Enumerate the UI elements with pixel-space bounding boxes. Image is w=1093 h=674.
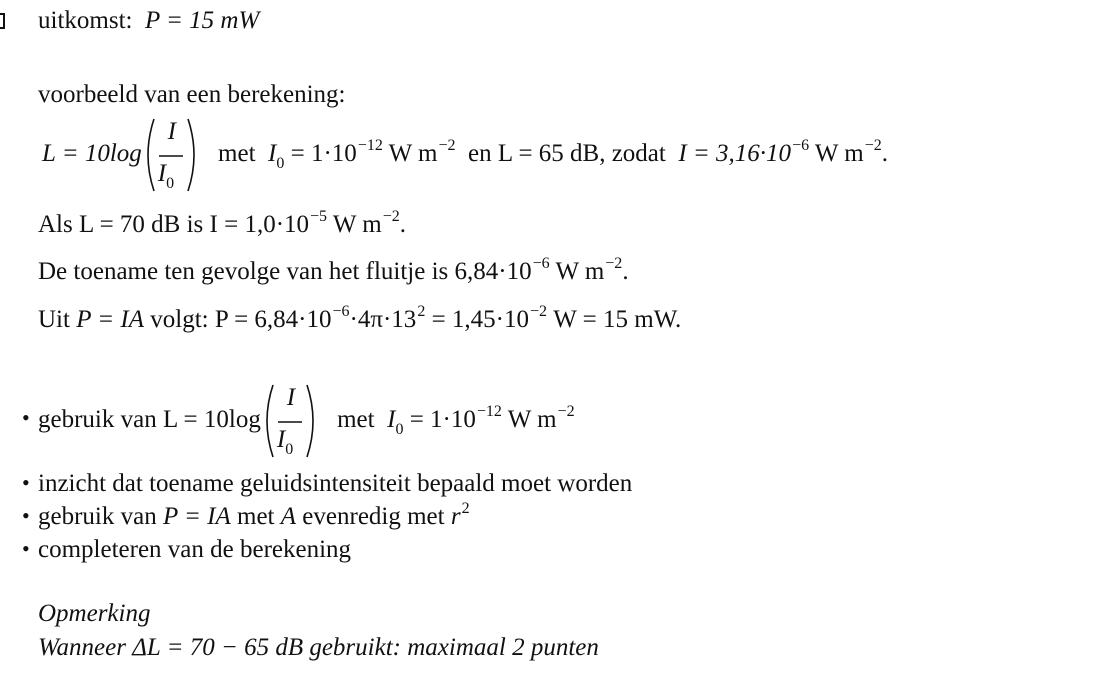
bullet-2: • bbox=[22, 470, 30, 495]
line4-a: Uit bbox=[38, 306, 77, 333]
line2-exp: −5 bbox=[310, 208, 328, 225]
item3-b: P = IA bbox=[162, 503, 231, 530]
line2-unit: W m bbox=[327, 211, 382, 238]
formula-fraction bbox=[142, 115, 200, 195]
formula-i0-unit: W m bbox=[382, 140, 438, 167]
item1-fraction-numerator: I bbox=[286, 384, 296, 412]
criteria-item-1 bbox=[38, 380, 575, 460]
line4-b: P = IA bbox=[76, 306, 144, 333]
example-line-2 bbox=[38, 210, 406, 243]
item3-d: A bbox=[280, 503, 297, 530]
checkbox-square bbox=[0, 13, 5, 29]
item1-unit: W m bbox=[501, 406, 557, 433]
remark-text: Wanneer ΔL = 70 − 65 dB gebruikt: maximaal 2 punten bbox=[38, 634, 599, 661]
formula-i0-exp: −12 bbox=[357, 137, 383, 154]
formula-rest: en L = 65 dB, zodat bbox=[468, 140, 666, 167]
bullet-1: • bbox=[22, 405, 30, 430]
formula-met: met bbox=[218, 140, 256, 167]
item1-met: met bbox=[337, 406, 375, 433]
formula-i0-value: = 1·10 bbox=[284, 140, 357, 167]
line3-unit-exp: −2 bbox=[605, 255, 623, 272]
line3-unit: W m bbox=[549, 258, 605, 285]
formula-i-exp: −6 bbox=[792, 137, 810, 154]
criteria-item-3 bbox=[38, 502, 470, 535]
line4-e: = 1,45·10 bbox=[425, 306, 529, 333]
item1-fraction-denominator bbox=[277, 425, 293, 458]
item3-f-exp: 2 bbox=[461, 500, 470, 517]
line4-f: W = 15 mW. bbox=[547, 306, 682, 333]
fraction-den-sub: 0 bbox=[166, 175, 175, 193]
item3-e: evenredig met bbox=[296, 503, 451, 530]
answer-prefix: uitkomst: bbox=[38, 7, 133, 34]
line4-d: ·4π·13 bbox=[349, 306, 417, 333]
item1-unit-exp: −2 bbox=[557, 403, 575, 420]
bullet-4: • bbox=[22, 536, 30, 561]
item1-a: gebruik van L = 10log bbox=[38, 406, 261, 433]
item1-i0: I bbox=[387, 406, 396, 433]
item1-fraction bbox=[261, 381, 319, 461]
example-line-3 bbox=[38, 257, 629, 290]
fraction-numerator: I bbox=[167, 118, 176, 146]
line2-end: . bbox=[399, 211, 406, 238]
answer-line bbox=[38, 6, 259, 36]
example-heading: voorbeeld van een berekening: bbox=[38, 81, 346, 108]
item1-exp: −12 bbox=[476, 403, 502, 420]
remark-heading: Opmerking bbox=[38, 600, 151, 627]
item1-den-symbol: I bbox=[276, 426, 286, 454]
formula-i0-sub: 0 bbox=[276, 155, 285, 172]
fraction-denominator bbox=[158, 159, 174, 192]
line4-c: volgt: P = 6,84·10 bbox=[144, 306, 332, 333]
fraction-den-symbol: I bbox=[157, 160, 167, 188]
formula-i-unit: W m bbox=[809, 140, 864, 167]
bullet-3: • bbox=[22, 503, 30, 528]
line4-exp2: 2 bbox=[417, 303, 426, 320]
line4-exp3: −2 bbox=[530, 303, 548, 320]
item1-value: = 1·10 bbox=[403, 406, 476, 433]
criteria-item-4: completeren van de berekening bbox=[38, 536, 352, 563]
line3-exp: −6 bbox=[532, 255, 550, 272]
item1-den-sub: 0 bbox=[285, 441, 294, 459]
item3-f: r bbox=[450, 503, 461, 530]
formula-i-unit-exp: −2 bbox=[864, 137, 882, 154]
criteria-item-2: inzicht dat toename geluidsintensiteit bepaald moet worden bbox=[38, 470, 633, 497]
line3-text: De toename ten gevolge van het fluitje is 6,84·10 bbox=[38, 258, 532, 285]
line3-end: . bbox=[622, 258, 629, 285]
formula-i-value: I = 3,16·10 bbox=[678, 140, 792, 167]
answer-result: P = 15 mW bbox=[144, 7, 260, 34]
item3-c: met bbox=[230, 503, 281, 530]
line4-exp1: −6 bbox=[332, 303, 350, 320]
formula-line bbox=[42, 114, 888, 194]
item3-a: gebruik van bbox=[38, 503, 163, 530]
example-line-4 bbox=[38, 305, 681, 338]
line2-unit-exp: −2 bbox=[382, 208, 400, 225]
formula-i0-unit-exp: −2 bbox=[438, 137, 456, 154]
item1-i0-sub: 0 bbox=[395, 421, 404, 438]
line2-text: Als L = 70 dB is I = 1,0·10 bbox=[38, 211, 310, 238]
formula-i0: I bbox=[268, 140, 277, 167]
formula-lhs: L = 10log bbox=[42, 140, 142, 167]
formula-end: . bbox=[881, 140, 889, 167]
